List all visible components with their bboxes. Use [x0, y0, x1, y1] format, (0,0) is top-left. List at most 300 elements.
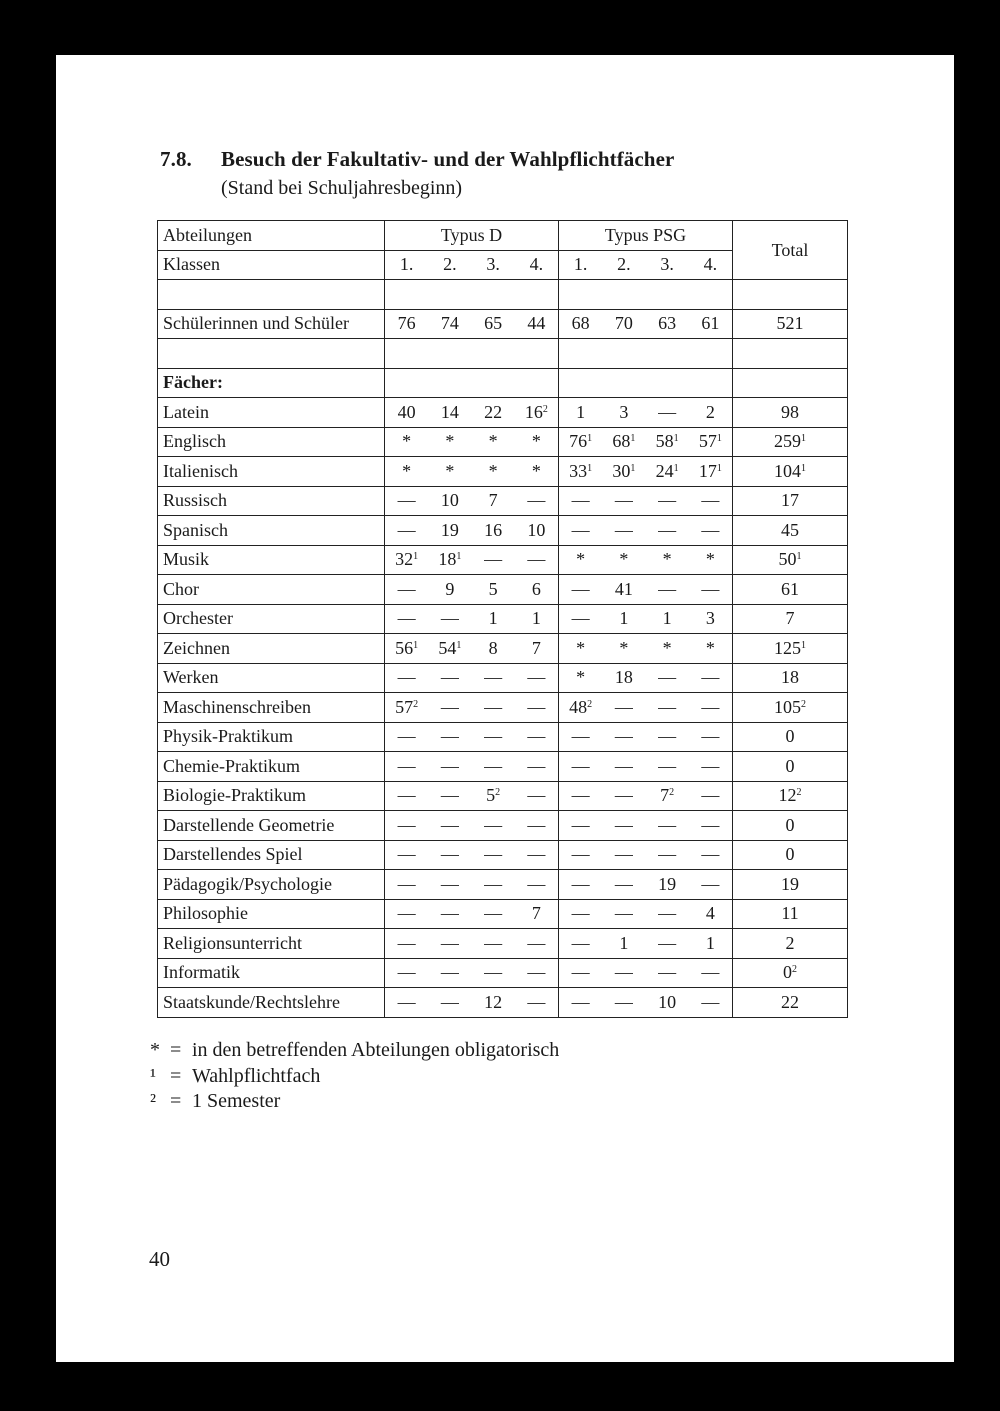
value-cell: —: [701, 726, 720, 747]
value-cell: 1: [619, 608, 629, 629]
value-cell: —: [658, 814, 677, 835]
value-cell: —: [397, 608, 416, 629]
value-cell: —: [484, 814, 503, 835]
value-cell: *: [531, 431, 541, 452]
subject-typus-d: [385, 899, 559, 929]
value-cell: —: [571, 490, 590, 511]
subject-typus-psg: [559, 781, 733, 811]
subject-row: [158, 545, 848, 575]
value-cell: 3: [705, 608, 715, 629]
value-cell: *: [662, 637, 672, 658]
value-cell: 6: [531, 578, 541, 599]
value-cell: 4.: [529, 254, 544, 275]
value-cell: —: [440, 755, 459, 776]
value-cell: —: [397, 814, 416, 835]
value-cell: *: [402, 431, 412, 452]
subject-name: Informatik: [158, 958, 385, 988]
value-cell: —: [701, 578, 720, 599]
legend: [150, 1038, 559, 1115]
value-cell: 63: [658, 313, 677, 334]
spacer-row: [158, 280, 848, 310]
subject-typus-psg: [559, 899, 733, 929]
value-cell: *: [705, 549, 715, 570]
subject-name: Latein: [158, 398, 385, 428]
subject-total: 0: [733, 722, 848, 752]
value-cell: 44: [527, 313, 546, 334]
value-cell: —: [571, 844, 590, 865]
value-cell: $24^1$: [655, 460, 679, 481]
value-cell: —: [571, 932, 590, 953]
subject-typus-d: [385, 811, 559, 841]
value-cell: —: [440, 873, 459, 894]
subject-total: $50^1$: [733, 545, 848, 575]
subject-total: 0: [733, 752, 848, 782]
students-psg: [559, 309, 733, 339]
value-cell: —: [527, 667, 546, 688]
value-cell: 3: [619, 401, 629, 422]
value-cell: 4.: [703, 254, 718, 275]
subject-total: $259^1$: [733, 427, 848, 457]
value-cell: $16^2$: [524, 401, 548, 422]
value-cell: $48^2$: [569, 696, 593, 717]
faecher-label: Fächer:: [158, 368, 385, 398]
value-cell: $30^1$: [612, 460, 636, 481]
document-page: [56, 55, 954, 1362]
subject-row: [158, 486, 848, 516]
subject-typus-psg: [559, 958, 733, 988]
subject-total: 0: [733, 840, 848, 870]
header-klassen: Klassen: [158, 250, 385, 280]
legend-item: * = in den betreffenden Abteilungen obligatorisch: [150, 1039, 560, 1061]
value-cell: —: [701, 785, 720, 806]
value-cell: —: [440, 932, 459, 953]
value-cell: —: [701, 844, 720, 865]
value-cell: —: [571, 903, 590, 924]
subject-typus-d: [385, 958, 559, 988]
value-cell: —: [397, 667, 416, 688]
value-cell: 74: [440, 313, 459, 334]
value-cell: $32^1$: [395, 549, 419, 570]
value-cell: 1.: [399, 254, 414, 275]
subject-typus-psg: [559, 545, 733, 575]
value-cell: *: [619, 549, 629, 570]
subject-typus-psg: [559, 722, 733, 752]
value-cell: 8: [488, 637, 498, 658]
subject-row: [158, 457, 848, 487]
subject-typus-d: [385, 752, 559, 782]
header-total: Total: [733, 221, 848, 280]
subject-typus-psg: [559, 870, 733, 900]
value-cell: —: [658, 844, 677, 865]
value-cell: —: [571, 962, 590, 983]
value-cell: $57^1$: [698, 431, 722, 452]
value-cell: —: [484, 726, 503, 747]
subject-typus-d: [385, 486, 559, 516]
value-cell: —: [484, 549, 503, 570]
subject-typus-d: [385, 840, 559, 870]
section-number: 7.8.: [160, 147, 192, 171]
value-cell: 10: [658, 991, 677, 1012]
value-cell: 1: [705, 932, 715, 953]
subject-name: Staatskunde/Rechtslehre: [158, 988, 385, 1018]
subject-row: [158, 427, 848, 457]
subject-row: [158, 693, 848, 723]
value-cell: 1: [531, 608, 541, 629]
subject-typus-psg: [559, 811, 733, 841]
value-cell: $33^1$: [569, 460, 593, 481]
value-cell: —: [614, 962, 633, 983]
subject-typus-psg: [559, 840, 733, 870]
subject-row: [158, 398, 848, 428]
subject-typus-d: [385, 781, 559, 811]
value-cell: —: [614, 519, 633, 540]
value-cell: —: [614, 785, 633, 806]
section-title: Besuch der Fakultativ- und der Wahlpflichtfächer: [221, 147, 675, 171]
value-cell: 65: [484, 313, 503, 334]
value-cell: —: [527, 932, 546, 953]
subject-typus-d: [385, 870, 559, 900]
subject-typus-d: [385, 427, 559, 457]
value-cell: *: [576, 637, 586, 658]
header-abteilungen: Abteilungen: [158, 221, 385, 251]
value-cell: —: [658, 696, 677, 717]
value-cell: —: [571, 578, 590, 599]
students-row: [158, 309, 848, 339]
value-cell: —: [701, 814, 720, 835]
value-cell: 7: [531, 903, 541, 924]
value-cell: 14: [440, 401, 459, 422]
subject-typus-d: [385, 663, 559, 693]
subject-total: 7: [733, 604, 848, 634]
value-cell: —: [484, 903, 503, 924]
value-cell: —: [397, 873, 416, 894]
value-cell: —: [614, 873, 633, 894]
value-cell: —: [527, 755, 546, 776]
value-cell: —: [701, 991, 720, 1012]
subject-row: [158, 840, 848, 870]
value-cell: —: [701, 873, 720, 894]
value-cell: —: [527, 726, 546, 747]
value-cell: —: [440, 696, 459, 717]
value-cell: 19: [440, 519, 459, 540]
value-cell: —: [614, 814, 633, 835]
subject-row: [158, 958, 848, 988]
value-cell: —: [484, 696, 503, 717]
value-cell: 1: [576, 401, 586, 422]
subject-total: 0: [733, 811, 848, 841]
subject-total: 17: [733, 486, 848, 516]
value-cell: —: [397, 519, 416, 540]
subject-typus-psg: [559, 988, 733, 1018]
subject-total: 61: [733, 575, 848, 605]
subject-row: [158, 929, 848, 959]
value-cell: 4: [705, 903, 715, 924]
value-cell: 68: [571, 313, 590, 334]
value-cell: —: [397, 755, 416, 776]
value-cell: *: [445, 460, 455, 481]
students-label: Schülerinnen und Schüler: [158, 309, 385, 339]
subject-row: [158, 604, 848, 634]
subject-total: $125^1$: [733, 634, 848, 664]
subject-name: Zeichnen: [158, 634, 385, 664]
subject-total: 22: [733, 988, 848, 1018]
value-cell: —: [397, 932, 416, 953]
value-cell: —: [397, 578, 416, 599]
value-cell: —: [440, 667, 459, 688]
value-cell: —: [527, 814, 546, 835]
value-cell: —: [658, 401, 677, 422]
value-cell: 1: [662, 608, 672, 629]
value-cell: *: [402, 460, 412, 481]
value-cell: 12: [484, 991, 503, 1012]
value-cell: —: [614, 991, 633, 1012]
value-cell: *: [445, 431, 455, 452]
value-cell: 3.: [660, 254, 674, 275]
subject-typus-d: [385, 575, 559, 605]
value-cell: *: [705, 637, 715, 658]
value-cell: 2.: [443, 254, 457, 275]
value-cell: *: [488, 431, 498, 452]
value-cell: *: [576, 667, 586, 688]
value-cell: —: [440, 991, 459, 1012]
subject-typus-psg: [559, 427, 733, 457]
value-cell: —: [484, 932, 503, 953]
value-cell: —: [571, 608, 590, 629]
subject-name: Werken: [158, 663, 385, 693]
value-cell: 10: [527, 519, 546, 540]
subject-typus-d: [385, 457, 559, 487]
value-cell: —: [701, 696, 720, 717]
value-cell: $17^1$: [698, 460, 722, 481]
value-cell: —: [397, 785, 416, 806]
subject-row: [158, 988, 848, 1018]
value-cell: —: [527, 785, 546, 806]
value-cell: —: [571, 873, 590, 894]
value-cell: —: [571, 726, 590, 747]
value-cell: —: [571, 755, 590, 776]
header-row-abteilungen: [158, 221, 848, 251]
subject-typus-d: [385, 604, 559, 634]
value-cell: 18: [614, 667, 633, 688]
value-cell: —: [440, 785, 459, 806]
subject-typus-d: [385, 693, 559, 723]
value-cell: —: [527, 549, 546, 570]
value-cell: —: [614, 696, 633, 717]
students-d: [385, 309, 559, 339]
value-cell: 61: [701, 313, 720, 334]
value-cell: $68^1$: [612, 431, 636, 452]
subject-typus-d: [385, 634, 559, 664]
value-cell: —: [701, 490, 720, 511]
subject-row: [158, 899, 848, 929]
subject-name: Philosophie: [158, 899, 385, 929]
subject-typus-d: [385, 722, 559, 752]
subject-name: Orchester: [158, 604, 385, 634]
value-cell: —: [614, 755, 633, 776]
value-cell: 2: [705, 401, 715, 422]
value-cell: —: [701, 962, 720, 983]
value-cell: —: [484, 844, 503, 865]
value-cell: —: [658, 903, 677, 924]
value-cell: 70: [614, 313, 633, 334]
value-cell: —: [614, 903, 633, 924]
subject-typus-psg: [559, 752, 733, 782]
value-cell: —: [658, 962, 677, 983]
value-cell: 1: [488, 608, 498, 629]
subject-typus-psg: [559, 929, 733, 959]
subject-row: [158, 781, 848, 811]
value-cell: *: [662, 549, 672, 570]
value-cell: $76^1$: [569, 431, 593, 452]
subject-row: [158, 722, 848, 752]
value-cell: —: [658, 755, 677, 776]
enrollment-table: [157, 220, 848, 1018]
value-cell: 41: [614, 578, 633, 599]
subject-name: Englisch: [158, 427, 385, 457]
subject-name: Darstellendes Spiel: [158, 840, 385, 870]
value-cell: —: [701, 667, 720, 688]
value-cell: —: [397, 726, 416, 747]
subject-name: Chemie-Praktikum: [158, 752, 385, 782]
subject-typus-d: [385, 398, 559, 428]
value-cell: *: [488, 460, 498, 481]
klassen-psg: [559, 250, 733, 280]
subject-typus-psg: [559, 486, 733, 516]
value-cell: —: [440, 726, 459, 747]
legend-item: ¹ = Wahlpflichtfach: [150, 1064, 321, 1087]
value-cell: —: [571, 991, 590, 1012]
value-cell: $7^2$: [660, 785, 675, 806]
subject-total: 98: [733, 398, 848, 428]
value-cell: —: [527, 844, 546, 865]
subject-total: $12^2$: [733, 781, 848, 811]
value-cell: —: [397, 962, 416, 983]
subject-typus-psg: [559, 634, 733, 664]
value-cell: —: [658, 667, 677, 688]
value-cell: 19: [658, 873, 677, 894]
subject-typus-psg: [559, 575, 733, 605]
subject-total: 19: [733, 870, 848, 900]
value-cell: —: [527, 696, 546, 717]
subject-typus-d: [385, 545, 559, 575]
subject-row: [158, 634, 848, 664]
section-subtitle: (Stand bei Schuljahresbeginn): [221, 177, 463, 199]
subject-total: 18: [733, 663, 848, 693]
subject-total: $105^2$: [733, 693, 848, 723]
value-cell: —: [484, 962, 503, 983]
value-cell: —: [701, 755, 720, 776]
subject-row: [158, 516, 848, 546]
subject-total: 11: [733, 899, 848, 929]
subject-row: [158, 811, 848, 841]
value-cell: —: [614, 726, 633, 747]
subject-typus-d: [385, 516, 559, 546]
value-cell: —: [571, 814, 590, 835]
value-cell: —: [440, 608, 459, 629]
subject-typus-psg: [559, 516, 733, 546]
subject-name: Italienisch: [158, 457, 385, 487]
subject-name: Physik-Praktikum: [158, 722, 385, 752]
subject-row: [158, 575, 848, 605]
subject-total: $104^1$: [733, 457, 848, 487]
value-cell: 10: [440, 490, 459, 511]
value-cell: 7: [531, 637, 541, 658]
value-cell: 7: [488, 490, 498, 511]
value-cell: *: [576, 549, 586, 570]
subject-typus-psg: [559, 457, 733, 487]
faecher-header-row: [158, 368, 848, 398]
value-cell: 9: [445, 578, 455, 599]
header-typus-d: Typus D: [385, 221, 559, 251]
header-typus-psg: Typus PSG: [559, 221, 733, 251]
subject-row: [158, 663, 848, 693]
value-cell: *: [619, 637, 629, 658]
value-cell: *: [531, 460, 541, 481]
value-cell: —: [527, 873, 546, 894]
subject-total: 2: [733, 929, 848, 959]
value-cell: 1.: [573, 254, 588, 275]
value-cell: —: [527, 962, 546, 983]
value-cell: —: [397, 991, 416, 1012]
subject-row: [158, 870, 848, 900]
value-cell: —: [571, 519, 590, 540]
legend-item: ² = 1 Semester: [150, 1090, 281, 1112]
value-cell: 5: [488, 578, 498, 599]
section-heading: [160, 147, 674, 172]
value-cell: 3.: [486, 254, 500, 275]
subject-typus-psg: [559, 398, 733, 428]
subject-name: Chor: [158, 575, 385, 605]
value-cell: —: [484, 873, 503, 894]
value-cell: —: [397, 844, 416, 865]
value-cell: $57^2$: [395, 696, 419, 717]
value-cell: —: [397, 490, 416, 511]
subject-typus-psg: [559, 693, 733, 723]
value-cell: —: [571, 785, 590, 806]
value-cell: —: [658, 519, 677, 540]
subject-name: Spanisch: [158, 516, 385, 546]
subject-name: Religionsunterricht: [158, 929, 385, 959]
klassen-d: [385, 250, 559, 280]
subject-name: Darstellende Geometrie: [158, 811, 385, 841]
value-cell: —: [658, 932, 677, 953]
value-cell: 16: [484, 519, 503, 540]
subject-name: Biologie-Praktikum: [158, 781, 385, 811]
students-total: 521: [733, 309, 848, 339]
value-cell: —: [440, 844, 459, 865]
value-cell: —: [701, 519, 720, 540]
subject-total: $0^2$: [733, 958, 848, 988]
subject-name: Pädagogik/Psychologie: [158, 870, 385, 900]
value-cell: —: [527, 490, 546, 511]
value-cell: $5^2$: [486, 785, 501, 806]
value-cell: —: [658, 726, 677, 747]
subject-total: 45: [733, 516, 848, 546]
subject-row: [158, 752, 848, 782]
value-cell: 40: [397, 401, 416, 422]
subject-typus-d: [385, 988, 559, 1018]
value-cell: 76: [397, 313, 416, 334]
value-cell: 22: [484, 401, 503, 422]
subject-typus-psg: [559, 604, 733, 634]
value-cell: —: [658, 578, 677, 599]
value-cell: —: [484, 755, 503, 776]
value-cell: —: [440, 903, 459, 924]
subject-typus-d: [385, 929, 559, 959]
value-cell: —: [614, 844, 633, 865]
value-cell: $56^1$: [395, 637, 419, 658]
value-cell: —: [658, 490, 677, 511]
